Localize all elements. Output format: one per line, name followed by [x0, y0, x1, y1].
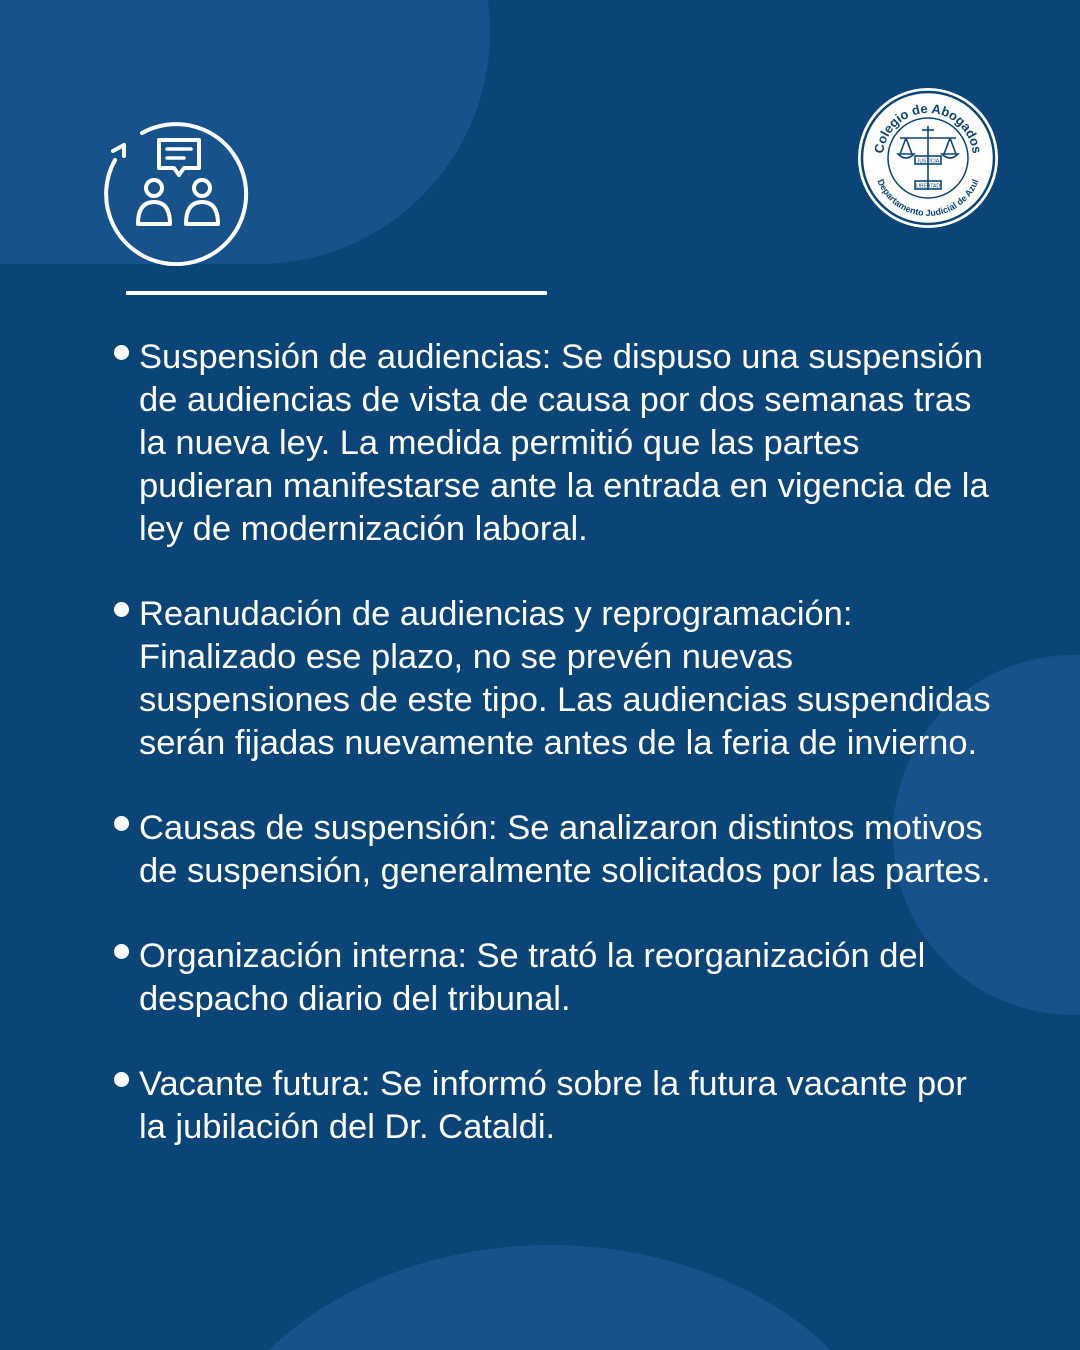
logo-top-text: Colegio de Abogados [871, 100, 985, 155]
decorative-circle-bottom [190, 1245, 910, 1350]
logo-bottom-text: Departamento Judicial de Azul [875, 177, 981, 218]
list-item [112, 593, 992, 765]
bullet-text: Vacante futura: Se informó sobre la futura vacante por la jubilación del Dr. Cataldi. [139, 1065, 967, 1146]
bullet-dot-icon [114, 345, 129, 360]
bullet-dot-icon [114, 816, 129, 831]
bullet-list [112, 336, 992, 1191]
colegio-abogados-seal [856, 86, 1000, 230]
bullet-text: Reanudación de audiencias y reprogramación: Finalizado ese plazo, no se prevén nuevas suspensiones de este tipo. Las audiencias suspendidas serán fijadas nuevamente antes de la feria de invierno. [139, 595, 991, 762]
bullet-dot-icon [114, 602, 129, 617]
bullet-text: Causas de suspensión: Se analizaron distintos motivos de suspensión, generalmente solicitados por las partes. [139, 809, 991, 890]
meeting-chat-icon [104, 118, 252, 266]
logo-inner-label-1: JUSTICIA [916, 158, 940, 165]
list-item [112, 336, 992, 551]
bullet-text: Organización interna: Se trató la reorganización del despacho diario del tribunal. [139, 937, 926, 1018]
list-item [112, 807, 992, 893]
bullet-dot-icon [114, 1072, 129, 1087]
bullet-text: Suspensión de audiencias: Se dispuso una suspensión de audiencias de vista de causa por dos semanas tras la nueva ley. La medida permitió que las partes pudieran manifestarse ante la entrada en vigencia de la ley de modernización laboral. [139, 338, 989, 548]
list-item [112, 1063, 992, 1149]
list-item [112, 935, 992, 1021]
logo-inner-label-2: LIBERTAD [916, 183, 940, 190]
header-divider [126, 291, 547, 295]
bullet-dot-icon [114, 944, 129, 959]
